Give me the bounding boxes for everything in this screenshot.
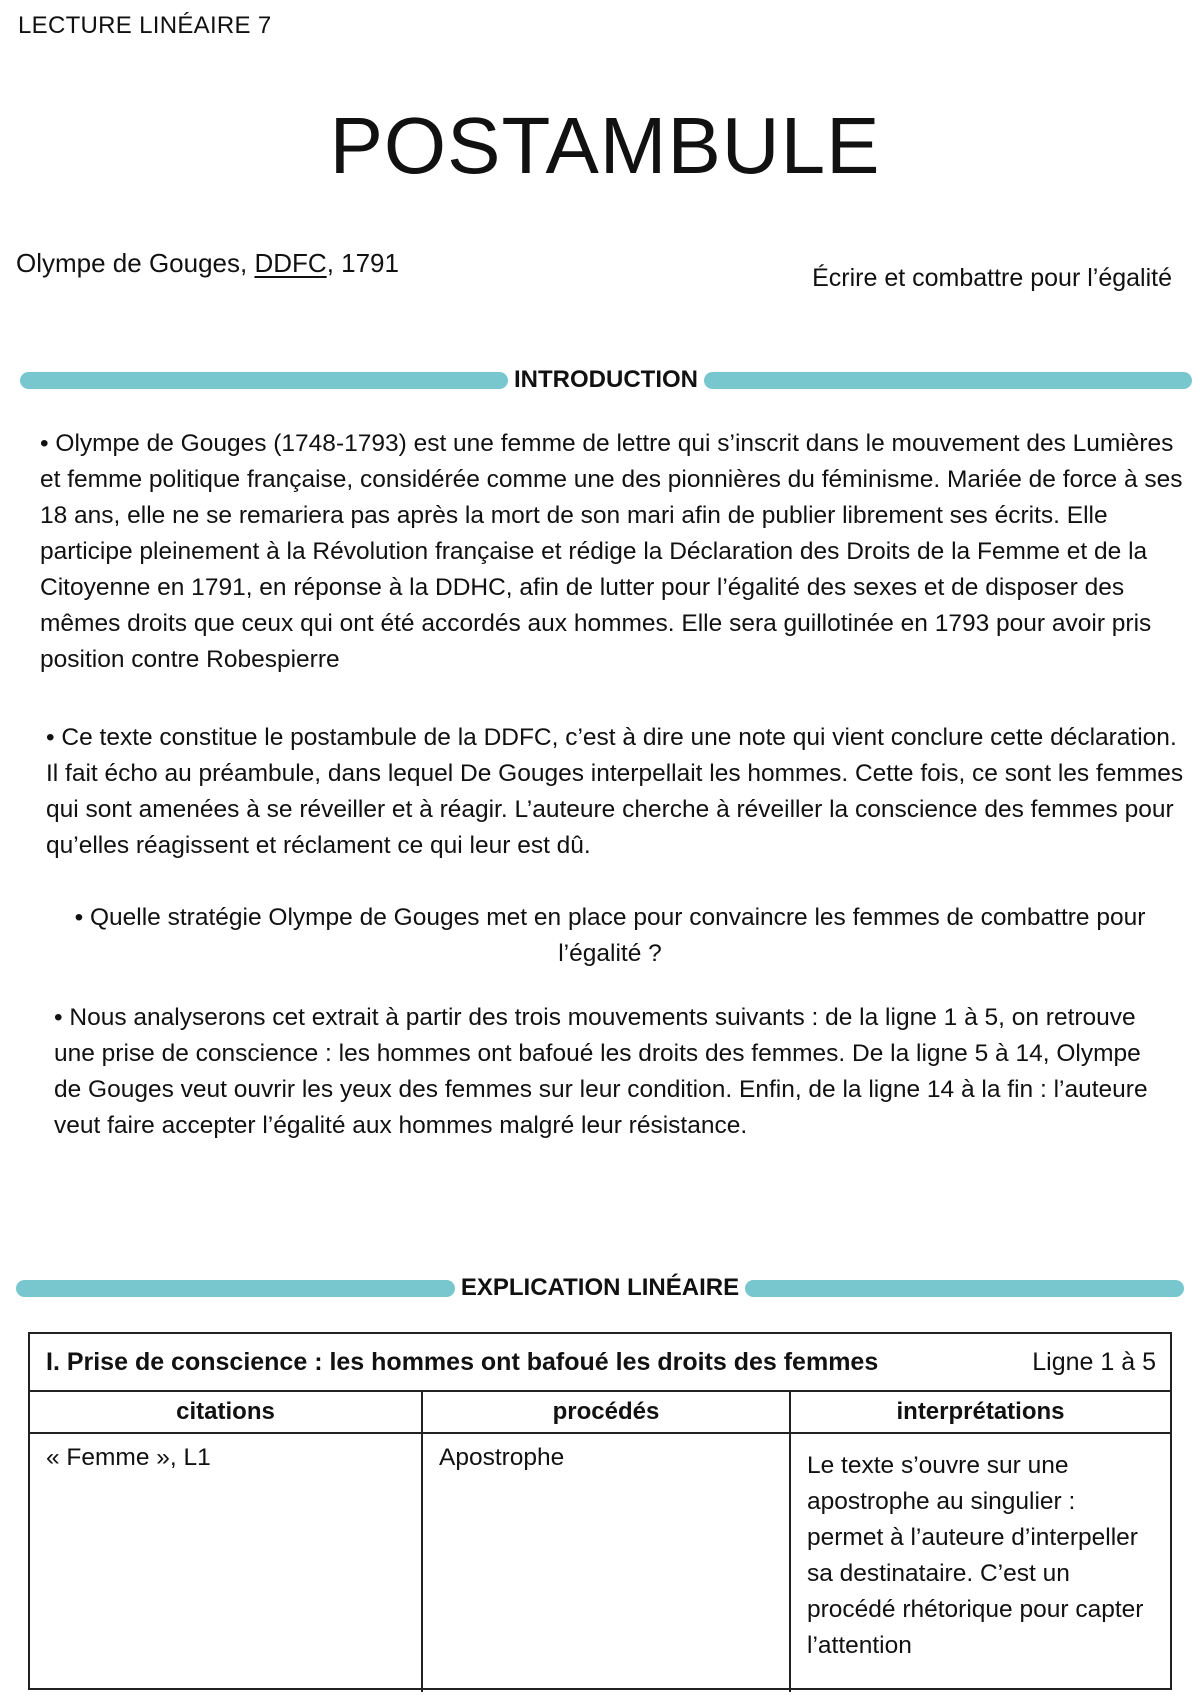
- intro-plan: • Nous analyserons cet extrait à partir des trois mouvements suivants : de la ligne 1 à 5, on retrouve une prise de conscience : les hommes ont bafoué les droits des femmes. De la ligne 5 à 14, Olympe de Gouges veut ouvrir les yeux des femmes sur leur condition. Enfin, de la ligne 14 à la fin : l’auteure veut faire accepter l’égalité aux hommes malgré leur résistance.: [54, 1004, 1148, 1139]
- column-procedes: [423, 1392, 791, 1692]
- analysis-table: [28, 1332, 1172, 1690]
- document-label: LECTURE LINÉAIRE 7: [18, 12, 272, 39]
- section-line-range: Ligne 1 à 5: [1032, 1347, 1156, 1376]
- column-interpretations: [791, 1392, 1170, 1692]
- author-line: [16, 248, 399, 279]
- section-title: I. Prise de conscience : les hommes ont bafoué les droits des femmes: [46, 1347, 879, 1376]
- column-header-interpretations: interprétations: [791, 1392, 1170, 1434]
- divider-bar-left: [16, 1280, 455, 1297]
- work-title: DDFC: [254, 248, 327, 278]
- explication-divider: [16, 1274, 1184, 1302]
- cell-citation: « Femme », L1: [46, 1444, 211, 1471]
- column-header-procedes: procédés: [423, 1392, 789, 1434]
- author-name: Olympe de Gouges,: [16, 248, 255, 278]
- intro-problematique: • Quelle stratégie Olympe de Gouges met en place pour convaincre les femmes de combattre pour l’égalité ?: [74, 904, 1146, 967]
- page-title: POSTAMBULE: [329, 101, 881, 190]
- table-row: [30, 1392, 1170, 1692]
- column-citations: [30, 1392, 423, 1692]
- work-year: , 1791: [326, 248, 399, 278]
- introduction-divider: [20, 366, 1192, 394]
- divider-bar-right: [745, 1280, 1184, 1297]
- intro-paragraph-author: • Olympe de Gouges (1748-1793) est une femme de lettre qui s’inscrit dans le mouvement des Lumières et femme politique française, considérée comme une des pionnières du féminisme. Mariée de force à ses 18 ans, elle ne se remariera pas après la mort de son mari afin de publier librement ses écrits. Elle participe pleinement à la Révolution française et rédige la Déclaration des Droits de la Femme et de la Citoyenne en 1791, en réponse à la DDHC, afin de lutter pour l’égalité des sexes et de disposer des mêmes droits que ceux qui ont été accordés aux hommes. Elle sera guillotinée en 1793 pour avoir pris position contre Robespierre: [40, 430, 1183, 673]
- explication-heading: EXPLICATION LINÉAIRE: [460, 1274, 740, 1301]
- cell-procede: Apostrophe: [439, 1444, 565, 1471]
- divider-bar-left: [20, 372, 508, 389]
- intro-paragraph-context: • Ce texte constitue le postambule de la DDFC, c’est à dire une note qui vient conclure cette déclaration. Il fait écho au préambule, dans lequel De Gouges interpellait les hommes. Cette fois, ce sont les femmes qui sont amenées à se réveiller et à réagir. L’auteure cherche à réveiller la conscience des femmes pour qu’elles réagissent et réclament ce qui leur est dû.: [46, 724, 1184, 859]
- theme-label: Écrire et combattre pour l’égalité: [812, 264, 1172, 292]
- column-header-citations: citations: [30, 1392, 421, 1434]
- table-section-header: [30, 1334, 1170, 1392]
- divider-bar-right: [704, 372, 1192, 389]
- introduction-heading: INTRODUCTION: [514, 366, 698, 393]
- cell-interpretation: Le texte s’ouvre sur une apostrophe au singulier : permet à l’auteure d’interpeller sa destinataire. C’est un procédé rhétorique pour capter l’attention: [807, 1452, 1144, 1659]
